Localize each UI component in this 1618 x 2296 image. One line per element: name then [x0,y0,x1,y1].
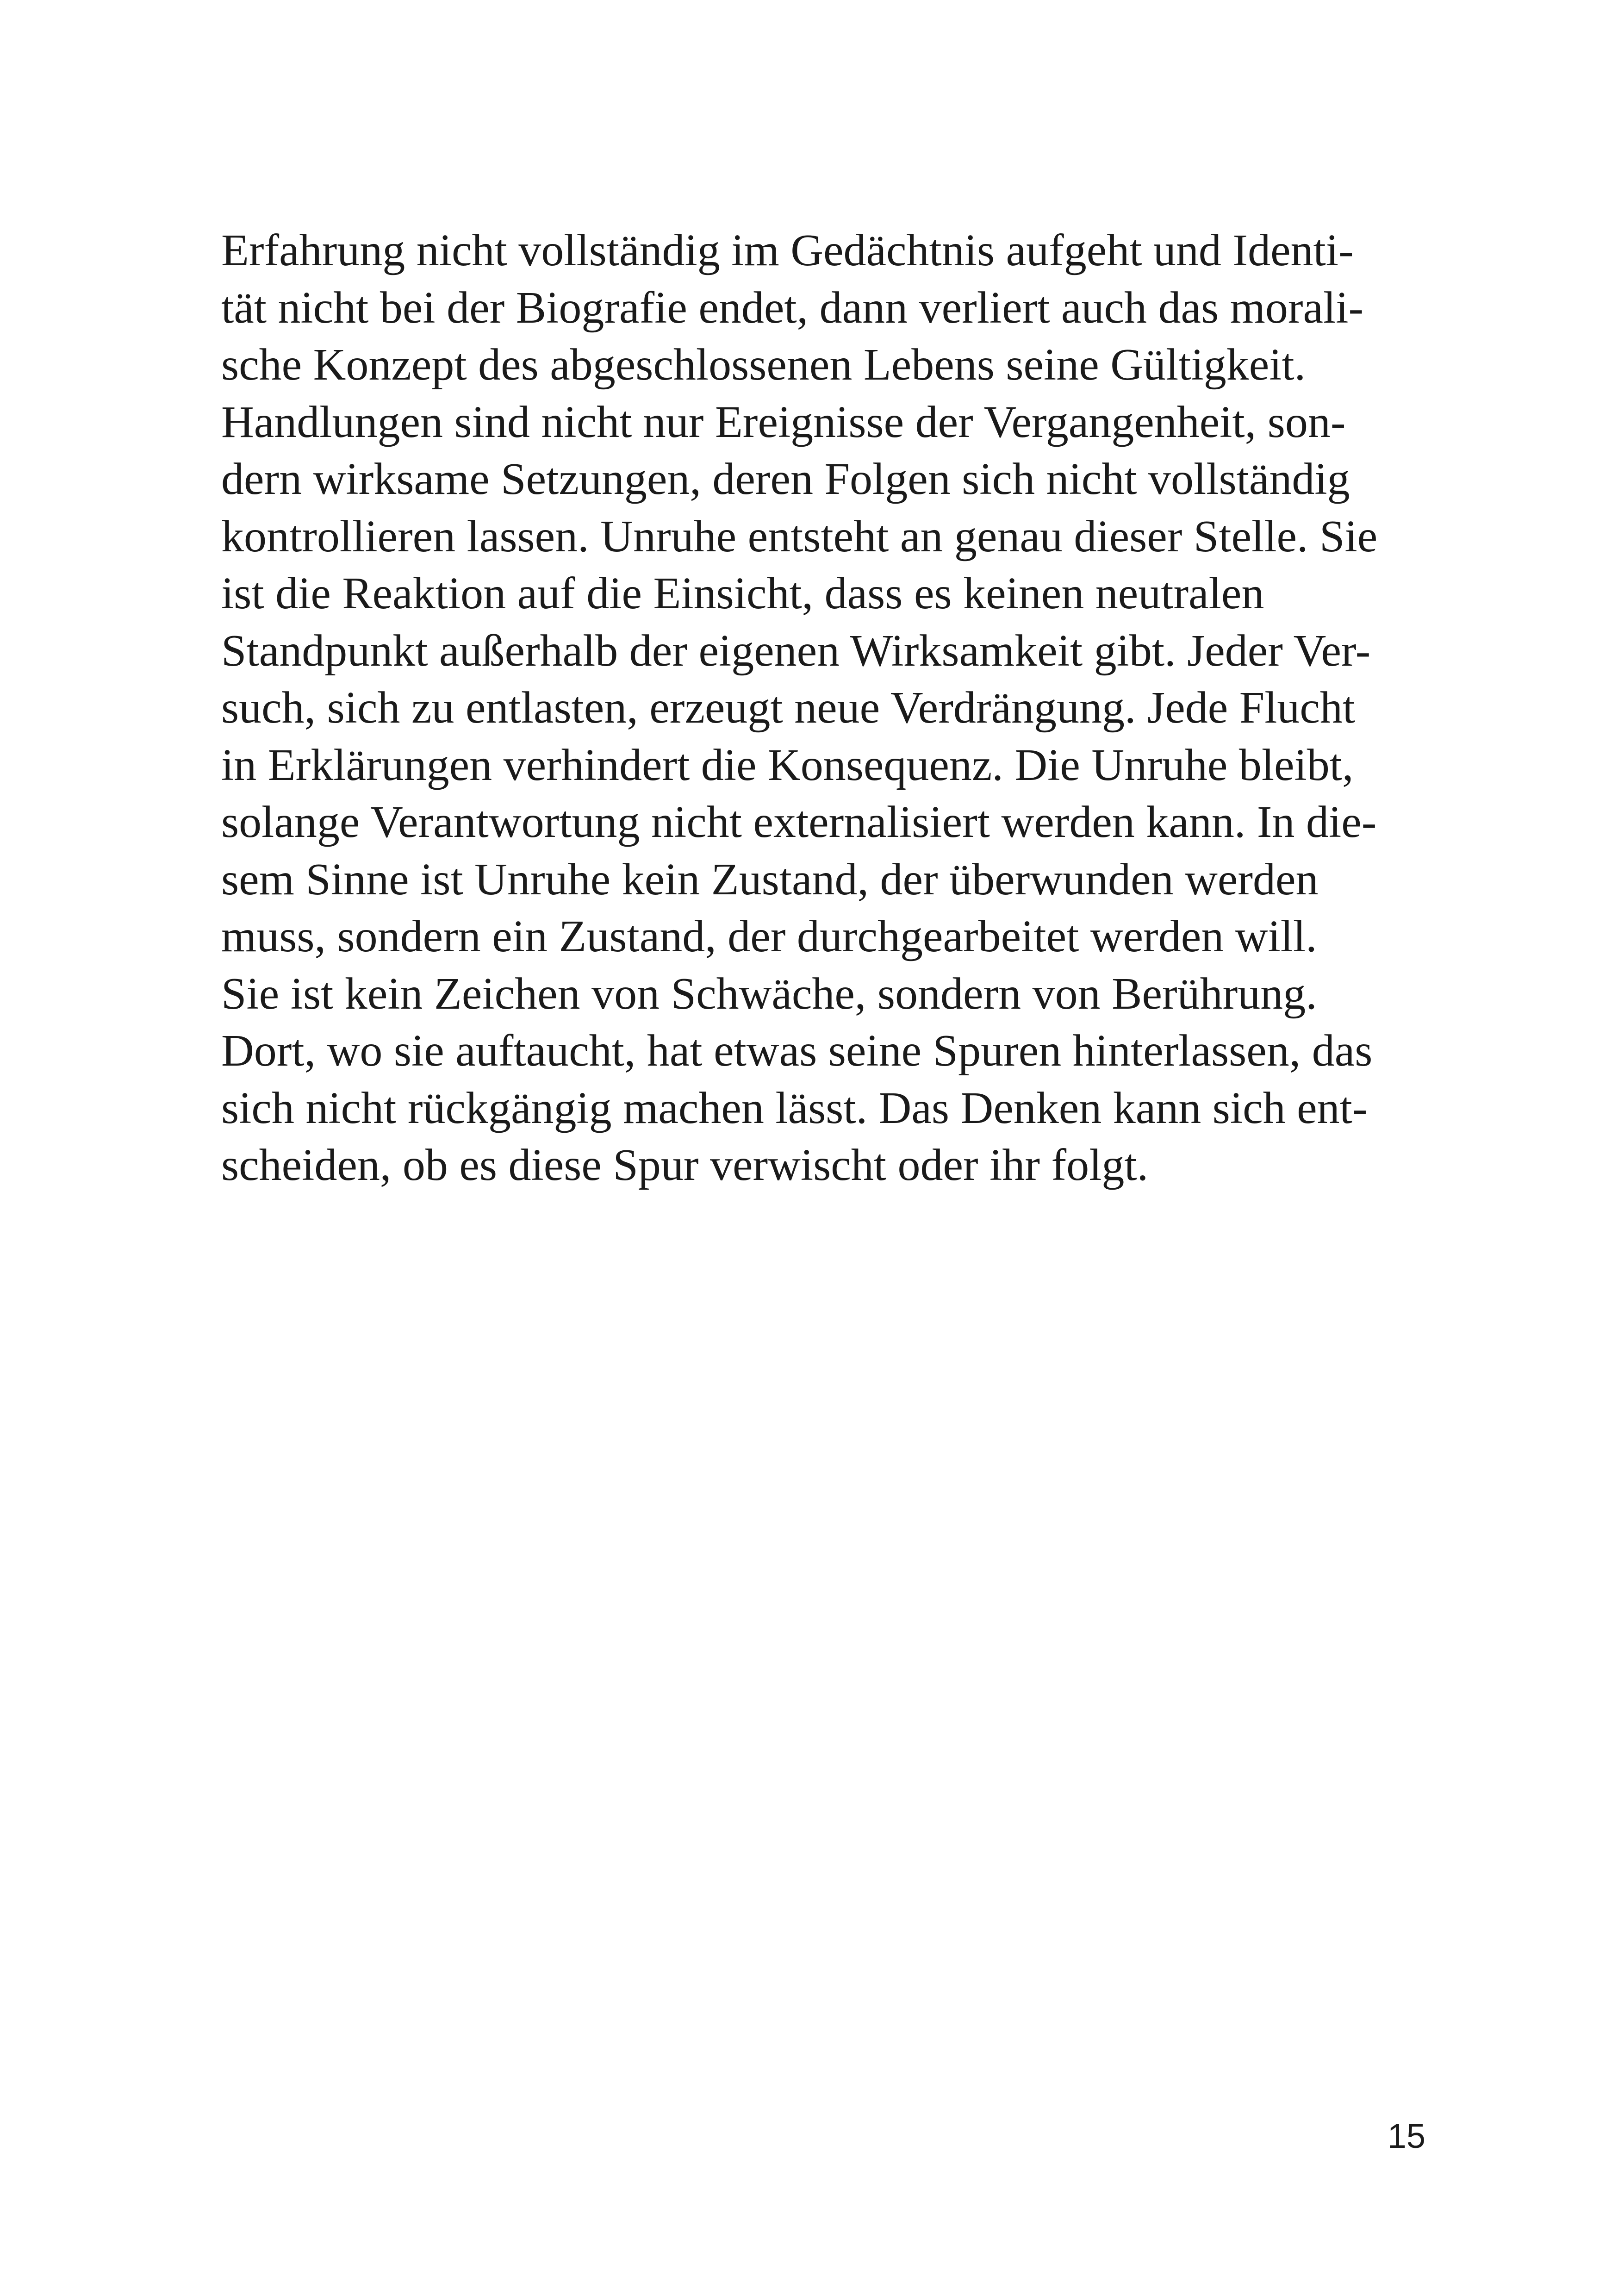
text-line: Handlungen sind nicht nur Ereignisse der Vergangenheit, son- [221,397,1346,447]
text-line: solange Verantwortung nicht externalisiert werden kann. In die- [221,797,1377,847]
text-line: in Erklärungen verhindert die Konsequenz. Die Unruhe bleibt, [221,740,1354,790]
page-number: 15 [1387,2117,1425,2155]
text-line: Dort, wo sie auftaucht, hat etwas seine Spuren hinterlassen, das [221,1026,1373,1076]
text-line: sich nicht rückgängig machen lässt. Das Denken kann sich ent- [221,1083,1368,1133]
body-paragraph [221,222,1425,1194]
text-line: kontrollieren lassen. Unruhe entsteht an genau dieser Stelle. Sie [221,511,1378,562]
text-line: dern wirksame Setzungen, deren Folgen sich nicht vollständig [221,454,1350,504]
text-line: muss, sondern ein Zustand, der durchgearbeitet werden will. [221,911,1317,961]
text-line: Sie ist kein Zeichen von Schwäche, sondern von Berührung. [221,968,1317,1019]
text-line: sche Konzept des abgeschlossenen Lebens seine Gültigkeit. [221,340,1306,390]
text-line: such, sich zu entlasten, erzeugt neue Verdrängung. Jede Flucht [221,683,1356,733]
text-line: tät nicht bei der Biografie endet, dann verliert auch das morali- [221,282,1364,333]
text-line: Erfahrung nicht vollständig im Gedächtnis aufgeht und Identi- [221,225,1354,275]
text-line: Standpunkt außerhalb der eigenen Wirksamkeit gibt. Jeder Ver- [221,625,1371,676]
text-line: ist die Reaktion auf die Einsicht, dass es keinen neutralen [221,568,1264,618]
text-line: sem Sinne ist Unruhe kein Zustand, der überwunden werden [221,854,1319,905]
text-line: scheiden, ob es diese Spur verwischt oder ihr folgt. [221,1140,1149,1190]
